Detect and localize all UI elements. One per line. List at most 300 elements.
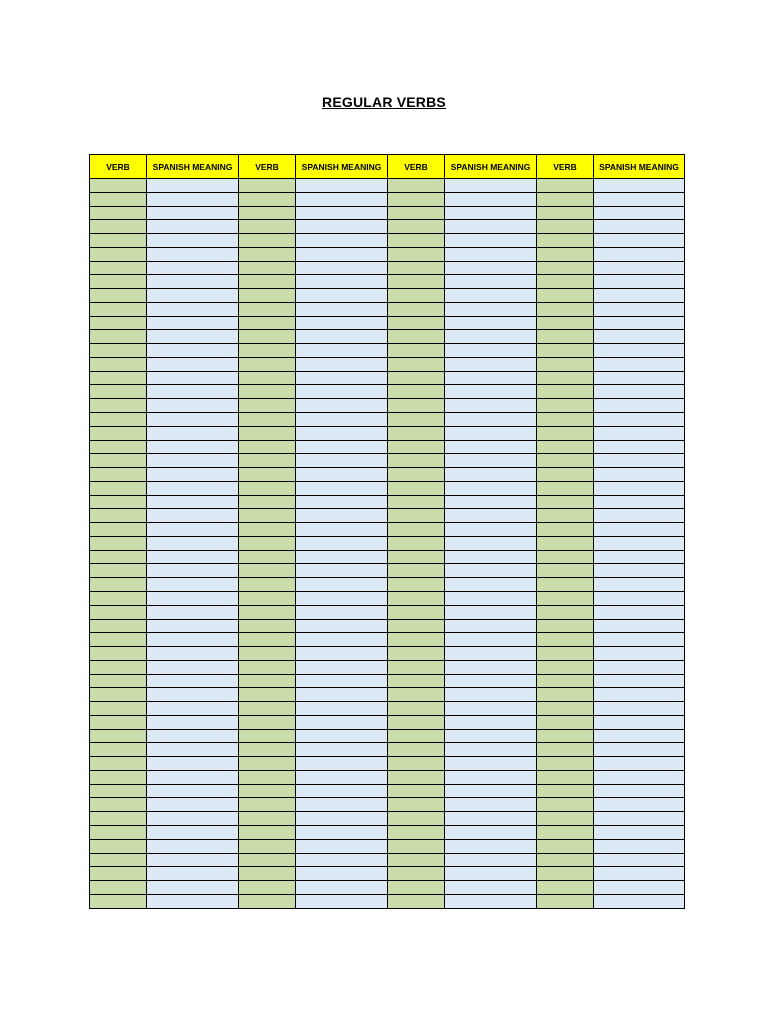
spanish-meaning-cell[interactable] bbox=[296, 192, 388, 206]
verb-cell[interactable] bbox=[537, 495, 594, 509]
spanish-meaning-cell[interactable] bbox=[445, 481, 537, 495]
verb-cell[interactable] bbox=[537, 688, 594, 702]
verb-cell[interactable] bbox=[90, 633, 147, 647]
verb-cell[interactable] bbox=[388, 702, 445, 716]
spanish-meaning-cell[interactable] bbox=[147, 206, 239, 220]
verb-cell[interactable] bbox=[239, 729, 296, 743]
verb-cell[interactable] bbox=[537, 509, 594, 523]
verb-cell[interactable] bbox=[239, 633, 296, 647]
spanish-meaning-cell[interactable] bbox=[594, 605, 685, 619]
spanish-meaning-cell[interactable] bbox=[147, 385, 239, 399]
spanish-meaning-cell[interactable] bbox=[445, 371, 537, 385]
spanish-meaning-cell[interactable] bbox=[594, 481, 685, 495]
spanish-meaning-cell[interactable] bbox=[445, 564, 537, 578]
verb-cell[interactable] bbox=[90, 234, 147, 248]
verb-cell[interactable] bbox=[388, 743, 445, 757]
spanish-meaning-cell[interactable] bbox=[594, 523, 685, 537]
verb-cell[interactable] bbox=[388, 784, 445, 798]
verb-cell[interactable] bbox=[239, 399, 296, 413]
spanish-meaning-cell[interactable] bbox=[594, 440, 685, 454]
verb-cell[interactable] bbox=[537, 770, 594, 784]
spanish-meaning-cell[interactable] bbox=[147, 894, 239, 908]
spanish-meaning-cell[interactable] bbox=[445, 413, 537, 427]
spanish-meaning-cell[interactable] bbox=[445, 715, 537, 729]
verb-cell[interactable] bbox=[388, 798, 445, 812]
spanish-meaning-cell[interactable] bbox=[147, 523, 239, 537]
verb-cell[interactable] bbox=[239, 330, 296, 344]
spanish-meaning-cell[interactable] bbox=[445, 550, 537, 564]
spanish-meaning-cell[interactable] bbox=[594, 385, 685, 399]
spanish-meaning-cell[interactable] bbox=[594, 784, 685, 798]
spanish-meaning-cell[interactable] bbox=[296, 619, 388, 633]
verb-cell[interactable] bbox=[90, 247, 147, 261]
spanish-meaning-cell[interactable] bbox=[296, 578, 388, 592]
verb-cell[interactable] bbox=[388, 261, 445, 275]
verb-cell[interactable] bbox=[90, 647, 147, 661]
verb-cell[interactable] bbox=[90, 674, 147, 688]
verb-cell[interactable] bbox=[388, 399, 445, 413]
verb-cell[interactable] bbox=[90, 481, 147, 495]
spanish-meaning-cell[interactable] bbox=[147, 867, 239, 881]
verb-cell[interactable] bbox=[90, 440, 147, 454]
verb-cell[interactable] bbox=[537, 330, 594, 344]
spanish-meaning-cell[interactable] bbox=[445, 867, 537, 881]
spanish-meaning-cell[interactable] bbox=[594, 495, 685, 509]
verb-cell[interactable] bbox=[239, 495, 296, 509]
verb-cell[interactable] bbox=[239, 853, 296, 867]
verb-cell[interactable] bbox=[239, 440, 296, 454]
spanish-meaning-cell[interactable] bbox=[296, 454, 388, 468]
spanish-meaning-cell[interactable] bbox=[594, 578, 685, 592]
spanish-meaning-cell[interactable] bbox=[594, 702, 685, 716]
spanish-meaning-cell[interactable] bbox=[445, 426, 537, 440]
verb-cell[interactable] bbox=[537, 344, 594, 358]
spanish-meaning-cell[interactable] bbox=[296, 206, 388, 220]
verb-cell[interactable] bbox=[239, 481, 296, 495]
spanish-meaning-cell[interactable] bbox=[594, 853, 685, 867]
verb-cell[interactable] bbox=[90, 371, 147, 385]
verb-cell[interactable] bbox=[239, 426, 296, 440]
verb-cell[interactable] bbox=[90, 302, 147, 316]
spanish-meaning-cell[interactable] bbox=[296, 729, 388, 743]
spanish-meaning-cell[interactable] bbox=[296, 179, 388, 193]
verb-cell[interactable] bbox=[537, 357, 594, 371]
spanish-meaning-cell[interactable] bbox=[445, 729, 537, 743]
spanish-meaning-cell[interactable] bbox=[296, 743, 388, 757]
verb-cell[interactable] bbox=[537, 302, 594, 316]
spanish-meaning-cell[interactable] bbox=[147, 426, 239, 440]
verb-cell[interactable] bbox=[90, 316, 147, 330]
verb-cell[interactable] bbox=[90, 688, 147, 702]
verb-cell[interactable] bbox=[537, 454, 594, 468]
verb-cell[interactable] bbox=[537, 481, 594, 495]
verb-cell[interactable] bbox=[388, 179, 445, 193]
verb-cell[interactable] bbox=[239, 591, 296, 605]
verb-cell[interactable] bbox=[537, 179, 594, 193]
spanish-meaning-cell[interactable] bbox=[147, 509, 239, 523]
spanish-meaning-cell[interactable] bbox=[296, 660, 388, 674]
verb-cell[interactable] bbox=[90, 192, 147, 206]
spanish-meaning-cell[interactable] bbox=[296, 881, 388, 895]
spanish-meaning-cell[interactable] bbox=[594, 454, 685, 468]
spanish-meaning-cell[interactable] bbox=[296, 523, 388, 537]
verb-cell[interactable] bbox=[388, 881, 445, 895]
spanish-meaning-cell[interactable] bbox=[147, 316, 239, 330]
verb-cell[interactable] bbox=[239, 619, 296, 633]
spanish-meaning-cell[interactable] bbox=[445, 853, 537, 867]
spanish-meaning-cell[interactable] bbox=[296, 302, 388, 316]
spanish-meaning-cell[interactable] bbox=[445, 234, 537, 248]
spanish-meaning-cell[interactable] bbox=[147, 330, 239, 344]
verb-cell[interactable] bbox=[537, 729, 594, 743]
spanish-meaning-cell[interactable] bbox=[147, 536, 239, 550]
verb-cell[interactable] bbox=[239, 784, 296, 798]
spanish-meaning-cell[interactable] bbox=[594, 371, 685, 385]
verb-cell[interactable] bbox=[90, 798, 147, 812]
spanish-meaning-cell[interactable] bbox=[594, 275, 685, 289]
verb-cell[interactable] bbox=[537, 385, 594, 399]
spanish-meaning-cell[interactable] bbox=[445, 536, 537, 550]
verb-cell[interactable] bbox=[90, 702, 147, 716]
verb-cell[interactable] bbox=[90, 550, 147, 564]
spanish-meaning-cell[interactable] bbox=[594, 316, 685, 330]
spanish-meaning-cell[interactable] bbox=[147, 591, 239, 605]
spanish-meaning-cell[interactable] bbox=[147, 798, 239, 812]
spanish-meaning-cell[interactable] bbox=[445, 468, 537, 482]
verb-cell[interactable] bbox=[537, 440, 594, 454]
spanish-meaning-cell[interactable] bbox=[296, 798, 388, 812]
spanish-meaning-cell[interactable] bbox=[147, 757, 239, 771]
verb-cell[interactable] bbox=[388, 647, 445, 661]
verb-cell[interactable] bbox=[239, 371, 296, 385]
verb-cell[interactable] bbox=[388, 688, 445, 702]
spanish-meaning-cell[interactable] bbox=[445, 220, 537, 234]
spanish-meaning-cell[interactable] bbox=[147, 550, 239, 564]
verb-cell[interactable] bbox=[90, 578, 147, 592]
spanish-meaning-cell[interactable] bbox=[445, 289, 537, 303]
verb-cell[interactable] bbox=[537, 247, 594, 261]
spanish-meaning-cell[interactable] bbox=[594, 206, 685, 220]
verb-cell[interactable] bbox=[537, 426, 594, 440]
spanish-meaning-cell[interactable] bbox=[445, 660, 537, 674]
verb-cell[interactable] bbox=[537, 702, 594, 716]
verb-cell[interactable] bbox=[537, 784, 594, 798]
spanish-meaning-cell[interactable] bbox=[147, 261, 239, 275]
spanish-meaning-cell[interactable] bbox=[296, 426, 388, 440]
spanish-meaning-cell[interactable] bbox=[147, 344, 239, 358]
spanish-meaning-cell[interactable] bbox=[296, 481, 388, 495]
spanish-meaning-cell[interactable] bbox=[147, 881, 239, 895]
spanish-meaning-cell[interactable] bbox=[296, 468, 388, 482]
verb-cell[interactable] bbox=[90, 509, 147, 523]
spanish-meaning-cell[interactable] bbox=[445, 192, 537, 206]
verb-cell[interactable] bbox=[239, 275, 296, 289]
spanish-meaning-cell[interactable] bbox=[296, 702, 388, 716]
verb-cell[interactable] bbox=[239, 302, 296, 316]
spanish-meaning-cell[interactable] bbox=[147, 702, 239, 716]
verb-cell[interactable] bbox=[90, 770, 147, 784]
spanish-meaning-cell[interactable] bbox=[594, 798, 685, 812]
spanish-meaning-cell[interactable] bbox=[594, 674, 685, 688]
verb-cell[interactable] bbox=[388, 578, 445, 592]
verb-cell[interactable] bbox=[239, 825, 296, 839]
verb-cell[interactable] bbox=[239, 881, 296, 895]
verb-cell[interactable] bbox=[388, 674, 445, 688]
spanish-meaning-cell[interactable] bbox=[296, 688, 388, 702]
verb-cell[interactable] bbox=[90, 894, 147, 908]
verb-cell[interactable] bbox=[239, 702, 296, 716]
verb-cell[interactable] bbox=[537, 275, 594, 289]
spanish-meaning-cell[interactable] bbox=[147, 179, 239, 193]
spanish-meaning-cell[interactable] bbox=[445, 743, 537, 757]
spanish-meaning-cell[interactable] bbox=[594, 881, 685, 895]
spanish-meaning-cell[interactable] bbox=[445, 770, 537, 784]
spanish-meaning-cell[interactable] bbox=[445, 509, 537, 523]
verb-cell[interactable] bbox=[388, 894, 445, 908]
spanish-meaning-cell[interactable] bbox=[147, 192, 239, 206]
verb-cell[interactable] bbox=[90, 275, 147, 289]
verb-cell[interactable] bbox=[239, 867, 296, 881]
spanish-meaning-cell[interactable] bbox=[445, 275, 537, 289]
spanish-meaning-cell[interactable] bbox=[147, 688, 239, 702]
verb-cell[interactable] bbox=[537, 894, 594, 908]
verb-cell[interactable] bbox=[388, 371, 445, 385]
verb-cell[interactable] bbox=[388, 289, 445, 303]
spanish-meaning-cell[interactable] bbox=[594, 591, 685, 605]
spanish-meaning-cell[interactable] bbox=[147, 839, 239, 853]
spanish-meaning-cell[interactable] bbox=[445, 633, 537, 647]
spanish-meaning-cell[interactable] bbox=[445, 839, 537, 853]
verb-cell[interactable] bbox=[90, 564, 147, 578]
verb-cell[interactable] bbox=[90, 426, 147, 440]
spanish-meaning-cell[interactable] bbox=[594, 509, 685, 523]
spanish-meaning-cell[interactable] bbox=[594, 715, 685, 729]
spanish-meaning-cell[interactable] bbox=[147, 413, 239, 427]
verb-cell[interactable] bbox=[537, 660, 594, 674]
spanish-meaning-cell[interactable] bbox=[147, 302, 239, 316]
spanish-meaning-cell[interactable] bbox=[147, 357, 239, 371]
spanish-meaning-cell[interactable] bbox=[445, 179, 537, 193]
spanish-meaning-cell[interactable] bbox=[147, 674, 239, 688]
spanish-meaning-cell[interactable] bbox=[445, 206, 537, 220]
spanish-meaning-cell[interactable] bbox=[445, 688, 537, 702]
spanish-meaning-cell[interactable] bbox=[296, 825, 388, 839]
verb-cell[interactable] bbox=[537, 399, 594, 413]
verb-cell[interactable] bbox=[537, 812, 594, 826]
verb-cell[interactable] bbox=[239, 894, 296, 908]
verb-cell[interactable] bbox=[388, 206, 445, 220]
spanish-meaning-cell[interactable] bbox=[594, 302, 685, 316]
verb-cell[interactable] bbox=[537, 674, 594, 688]
verb-cell[interactable] bbox=[239, 839, 296, 853]
verb-cell[interactable] bbox=[90, 825, 147, 839]
spanish-meaning-cell[interactable] bbox=[594, 261, 685, 275]
verb-cell[interactable] bbox=[388, 839, 445, 853]
verb-cell[interactable] bbox=[388, 660, 445, 674]
spanish-meaning-cell[interactable] bbox=[445, 674, 537, 688]
verb-cell[interactable] bbox=[239, 578, 296, 592]
verb-cell[interactable] bbox=[388, 825, 445, 839]
spanish-meaning-cell[interactable] bbox=[445, 330, 537, 344]
spanish-meaning-cell[interactable] bbox=[594, 743, 685, 757]
verb-cell[interactable] bbox=[239, 798, 296, 812]
verb-cell[interactable] bbox=[90, 330, 147, 344]
spanish-meaning-cell[interactable] bbox=[296, 674, 388, 688]
spanish-meaning-cell[interactable] bbox=[296, 234, 388, 248]
spanish-meaning-cell[interactable] bbox=[147, 371, 239, 385]
verb-cell[interactable] bbox=[90, 495, 147, 509]
verb-cell[interactable] bbox=[239, 536, 296, 550]
spanish-meaning-cell[interactable] bbox=[147, 647, 239, 661]
verb-cell[interactable] bbox=[239, 261, 296, 275]
verb-cell[interactable] bbox=[388, 302, 445, 316]
verb-cell[interactable] bbox=[537, 192, 594, 206]
spanish-meaning-cell[interactable] bbox=[594, 825, 685, 839]
verb-cell[interactable] bbox=[537, 261, 594, 275]
verb-cell[interactable] bbox=[239, 715, 296, 729]
verb-cell[interactable] bbox=[90, 399, 147, 413]
verb-cell[interactable] bbox=[388, 316, 445, 330]
spanish-meaning-cell[interactable] bbox=[147, 289, 239, 303]
spanish-meaning-cell[interactable] bbox=[147, 220, 239, 234]
verb-cell[interactable] bbox=[388, 440, 445, 454]
verb-cell[interactable] bbox=[388, 495, 445, 509]
spanish-meaning-cell[interactable] bbox=[594, 812, 685, 826]
verb-cell[interactable] bbox=[388, 330, 445, 344]
verb-cell[interactable] bbox=[537, 413, 594, 427]
spanish-meaning-cell[interactable] bbox=[296, 357, 388, 371]
verb-cell[interactable] bbox=[388, 385, 445, 399]
spanish-meaning-cell[interactable] bbox=[445, 578, 537, 592]
verb-cell[interactable] bbox=[90, 261, 147, 275]
spanish-meaning-cell[interactable] bbox=[296, 385, 388, 399]
verb-cell[interactable] bbox=[239, 385, 296, 399]
verb-cell[interactable] bbox=[537, 619, 594, 633]
verb-cell[interactable] bbox=[90, 289, 147, 303]
spanish-meaning-cell[interactable] bbox=[147, 399, 239, 413]
verb-cell[interactable] bbox=[239, 605, 296, 619]
verb-cell[interactable] bbox=[537, 371, 594, 385]
verb-cell[interactable] bbox=[388, 729, 445, 743]
verb-cell[interactable] bbox=[239, 660, 296, 674]
spanish-meaning-cell[interactable] bbox=[445, 261, 537, 275]
verb-cell[interactable] bbox=[90, 867, 147, 881]
spanish-meaning-cell[interactable] bbox=[296, 536, 388, 550]
spanish-meaning-cell[interactable] bbox=[445, 798, 537, 812]
spanish-meaning-cell[interactable] bbox=[594, 536, 685, 550]
spanish-meaning-cell[interactable] bbox=[296, 316, 388, 330]
verb-cell[interactable] bbox=[537, 853, 594, 867]
spanish-meaning-cell[interactable] bbox=[594, 619, 685, 633]
verb-cell[interactable] bbox=[537, 234, 594, 248]
verb-cell[interactable] bbox=[388, 633, 445, 647]
verb-cell[interactable] bbox=[239, 413, 296, 427]
verb-cell[interactable] bbox=[239, 523, 296, 537]
spanish-meaning-cell[interactable] bbox=[445, 702, 537, 716]
verb-cell[interactable] bbox=[90, 839, 147, 853]
spanish-meaning-cell[interactable] bbox=[594, 894, 685, 908]
spanish-meaning-cell[interactable] bbox=[445, 825, 537, 839]
spanish-meaning-cell[interactable] bbox=[296, 261, 388, 275]
verb-cell[interactable] bbox=[90, 206, 147, 220]
spanish-meaning-cell[interactable] bbox=[296, 509, 388, 523]
spanish-meaning-cell[interactable] bbox=[594, 729, 685, 743]
spanish-meaning-cell[interactable] bbox=[594, 468, 685, 482]
verb-cell[interactable] bbox=[388, 357, 445, 371]
spanish-meaning-cell[interactable] bbox=[445, 357, 537, 371]
verb-cell[interactable] bbox=[388, 413, 445, 427]
verb-cell[interactable] bbox=[388, 468, 445, 482]
spanish-meaning-cell[interactable] bbox=[445, 619, 537, 633]
spanish-meaning-cell[interactable] bbox=[445, 495, 537, 509]
verb-cell[interactable] bbox=[537, 578, 594, 592]
spanish-meaning-cell[interactable] bbox=[594, 688, 685, 702]
spanish-meaning-cell[interactable] bbox=[594, 564, 685, 578]
verb-cell[interactable] bbox=[537, 468, 594, 482]
verb-cell[interactable] bbox=[537, 523, 594, 537]
spanish-meaning-cell[interactable] bbox=[147, 784, 239, 798]
verb-cell[interactable] bbox=[90, 881, 147, 895]
spanish-meaning-cell[interactable] bbox=[296, 371, 388, 385]
verb-cell[interactable] bbox=[537, 798, 594, 812]
verb-cell[interactable] bbox=[239, 550, 296, 564]
verb-cell[interactable] bbox=[388, 591, 445, 605]
spanish-meaning-cell[interactable] bbox=[594, 757, 685, 771]
verb-cell[interactable] bbox=[90, 523, 147, 537]
verb-cell[interactable] bbox=[239, 647, 296, 661]
spanish-meaning-cell[interactable] bbox=[147, 495, 239, 509]
spanish-meaning-cell[interactable] bbox=[296, 867, 388, 881]
verb-cell[interactable] bbox=[90, 413, 147, 427]
spanish-meaning-cell[interactable] bbox=[445, 302, 537, 316]
spanish-meaning-cell[interactable] bbox=[445, 523, 537, 537]
verb-cell[interactable] bbox=[388, 426, 445, 440]
verb-cell[interactable] bbox=[239, 564, 296, 578]
verb-cell[interactable] bbox=[90, 729, 147, 743]
verb-cell[interactable] bbox=[388, 234, 445, 248]
verb-cell[interactable] bbox=[537, 206, 594, 220]
spanish-meaning-cell[interactable] bbox=[296, 591, 388, 605]
spanish-meaning-cell[interactable] bbox=[445, 316, 537, 330]
verb-cell[interactable] bbox=[90, 454, 147, 468]
verb-cell[interactable] bbox=[90, 220, 147, 234]
verb-cell[interactable] bbox=[239, 812, 296, 826]
spanish-meaning-cell[interactable] bbox=[147, 825, 239, 839]
spanish-meaning-cell[interactable] bbox=[296, 564, 388, 578]
spanish-meaning-cell[interactable] bbox=[296, 413, 388, 427]
spanish-meaning-cell[interactable] bbox=[594, 344, 685, 358]
verb-cell[interactable] bbox=[90, 179, 147, 193]
spanish-meaning-cell[interactable] bbox=[147, 440, 239, 454]
verb-cell[interactable] bbox=[388, 550, 445, 564]
spanish-meaning-cell[interactable] bbox=[445, 647, 537, 661]
spanish-meaning-cell[interactable] bbox=[594, 660, 685, 674]
spanish-meaning-cell[interactable] bbox=[594, 770, 685, 784]
spanish-meaning-cell[interactable] bbox=[147, 468, 239, 482]
verb-cell[interactable] bbox=[388, 757, 445, 771]
spanish-meaning-cell[interactable] bbox=[594, 550, 685, 564]
verb-cell[interactable] bbox=[537, 881, 594, 895]
verb-cell[interactable] bbox=[388, 605, 445, 619]
verb-cell[interactable] bbox=[537, 605, 594, 619]
spanish-meaning-cell[interactable] bbox=[594, 289, 685, 303]
spanish-meaning-cell[interactable] bbox=[594, 330, 685, 344]
verb-cell[interactable] bbox=[239, 743, 296, 757]
spanish-meaning-cell[interactable] bbox=[147, 247, 239, 261]
verb-cell[interactable] bbox=[90, 344, 147, 358]
verb-cell[interactable] bbox=[90, 660, 147, 674]
verb-cell[interactable] bbox=[90, 812, 147, 826]
